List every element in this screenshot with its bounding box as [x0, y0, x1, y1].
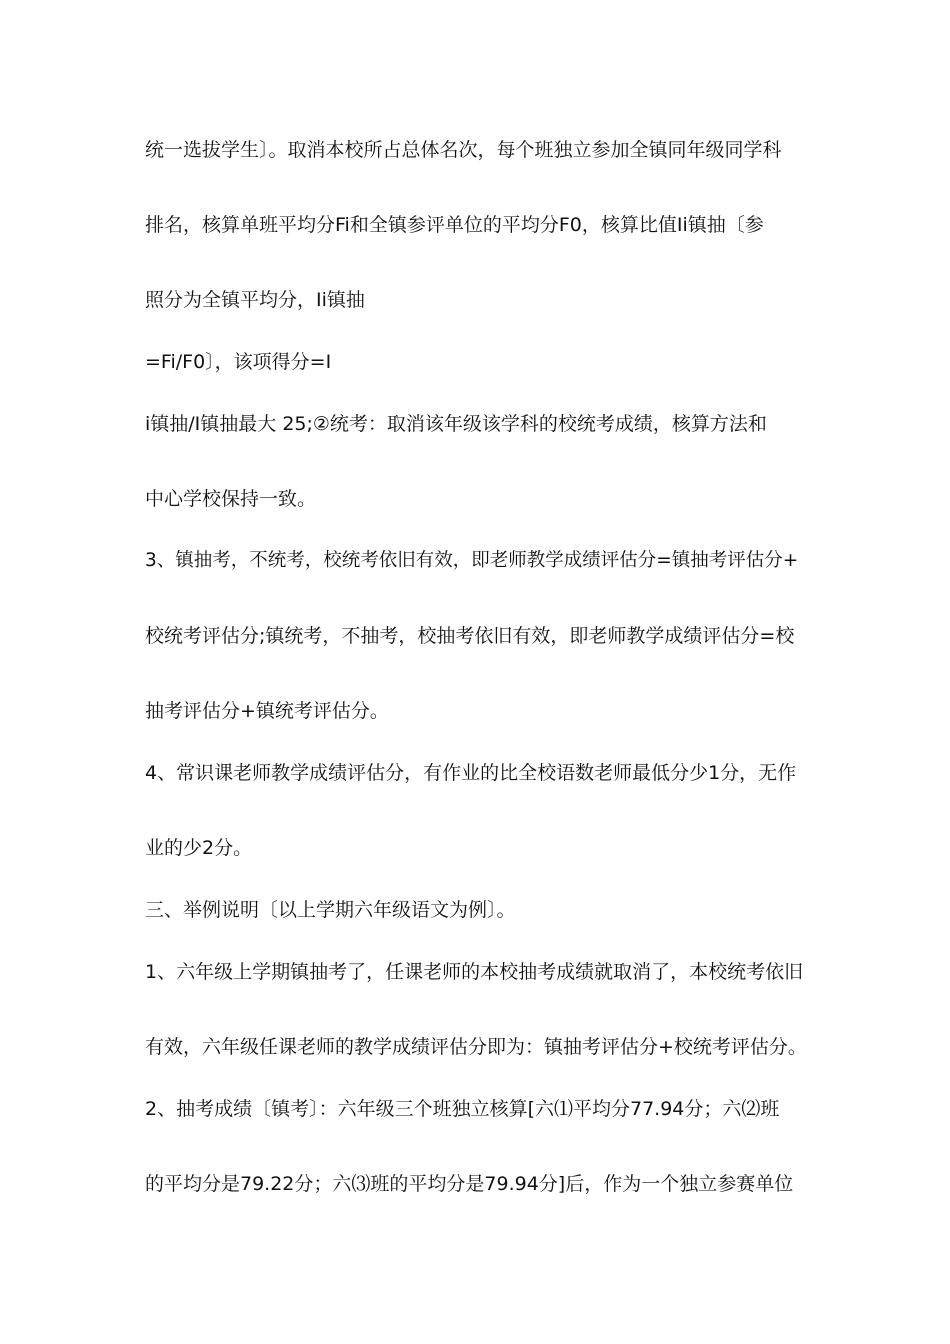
text-line-4: =Fi/F0〕，该项得分=I	[145, 351, 332, 373]
text-line-13: 1、六年级上学期镇抽考了，任课老师的本校抽考成绩就取消了，本校统考依旧	[145, 961, 804, 983]
text-line-9: 抽考评估分+镇统考评估分。	[145, 700, 389, 722]
text-line-7: 3、镇抽考，不统考，校统考依旧有效，即老师教学成绩评估分=镇抽考评估分+	[145, 550, 799, 571]
text-line-16: 的平均分是79.22分；六⑶班的平均分是79.94分]后，作为一个独立参赛单位	[145, 1173, 794, 1195]
text-line-10: 4、常识课老师教学成绩评估分，有作业的比全校语数老师最低分少1分，无作	[145, 762, 797, 784]
text-line-12: 三、举例说明〔以上学期六年级语文为例〕。	[145, 899, 516, 921]
text-line-8: 校统考评估分;镇统考，不抽考，校抽考依旧有效，即老师教学成绩评估分=校	[145, 625, 795, 647]
text-line-5: i镇抽/I镇抽最大 25;②统考：取消该年级该学科的校统考成绩，核算方法和	[145, 413, 767, 435]
text-line-15: 2、抽考成绩〔镇考〕：六年级三个班独立核算[六⑴平均分77.94分；六⑵班	[145, 1098, 780, 1120]
text-line-1: 统一选拔学生〕。取消本校所占总体名次，每个班独立参加全镇同年级同学科	[145, 139, 782, 161]
text-line-14: 有效，六年级任课老师的教学成绩评估分即为：镇抽考评估分+校统考评估分。	[145, 1036, 807, 1058]
text-line-3: 照分为全镇平均分，Ii镇抽	[145, 289, 365, 311]
text-line-2: 排名，核算单班平均分Fi和全镇参评单位的平均分F0，核算比值Ii镇抽〔参	[145, 214, 764, 236]
text-line-11: 业的少2分。	[145, 837, 253, 859]
text-line-6: 中心学校保持一致。	[145, 488, 317, 510]
